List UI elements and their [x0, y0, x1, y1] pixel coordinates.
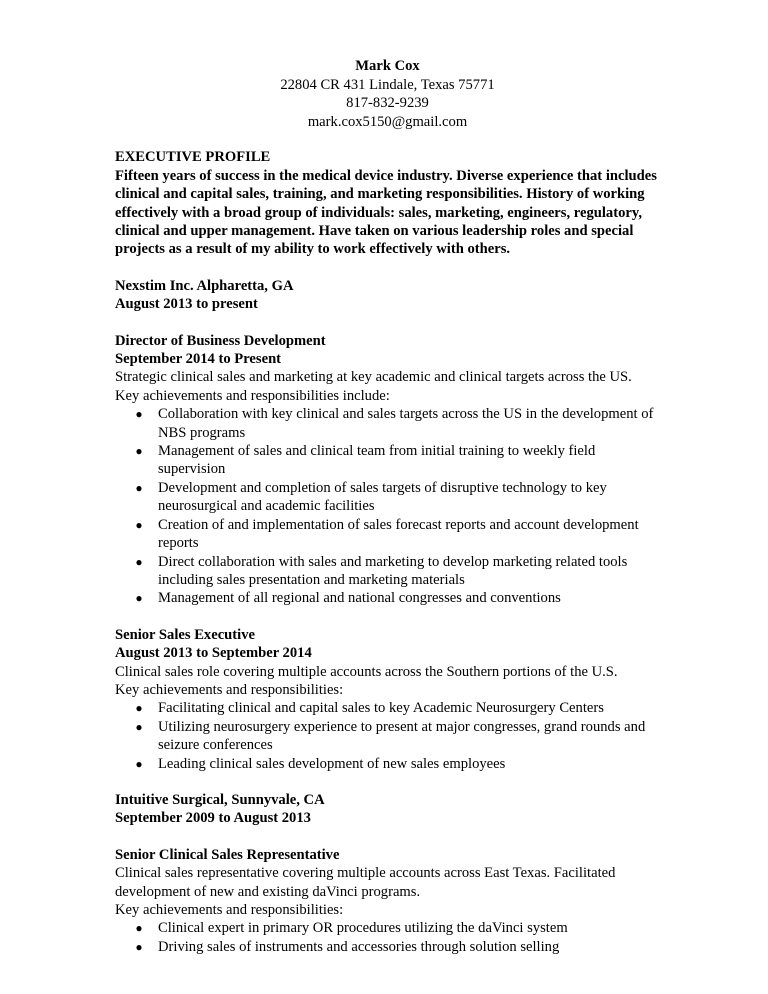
list-item: ● Creation of and implementation of sales forecast reports and account development reports: [135, 516, 639, 552]
role-dates: August 2013 to September 2014: [115, 645, 312, 662]
employer-company: Nexstim Inc. Alpharetta, GA: [115, 277, 294, 294]
role-description: Clinical sales role covering multiple accounts across the Southern portions of the U.S.: [115, 663, 618, 680]
role-senior-clinical-sales-representative: [115, 846, 660, 956]
list-item: ● Direct collaboration with sales and marketing to develop marketing related tools including sales presentation and marketing materials: [135, 553, 628, 588]
bullet-icon: ●: [135, 756, 143, 771]
role-bullet-list: [115, 919, 660, 956]
bullet-icon: ●: [135, 480, 143, 495]
employer-dates: August 2013 to present: [115, 296, 258, 313]
bullet-icon: ●: [135, 939, 143, 954]
list-item: ● Utilizing neurosurgery experience to present at major congresses, grand rounds and seizure conferences: [135, 718, 646, 754]
list-item: ● Management of sales and clinical team from initial training to weekly field supervision: [135, 443, 596, 478]
employer-nexstim: [115, 277, 660, 773]
list-item: ● Clinical expert in primary OR procedures utilizing the daVinci system: [135, 920, 568, 937]
role-bullet-list: [115, 405, 660, 607]
bullet-icon: ●: [135, 719, 143, 734]
resume-page: [115, 57, 660, 956]
profile-heading: EXECUTIVE PROFILE: [115, 149, 271, 166]
employer-intuitive-surgical: [115, 791, 660, 956]
profile-text: Fifteen years of success in the medical device industry. Diverse experience that includes clinical and capital sales, training, and marketing responsibilities. History of working effectively with a broad group of individuals: sales, marketing, engineers, regulatory, clinical and upper management. Have taken on various leadership roles and special projects as a result of my ability to work effectively with others.: [115, 167, 657, 258]
role-intro: Key achievements and responsibilities include:: [115, 387, 390, 404]
role-dates: September 2014 to Present: [115, 351, 282, 368]
role-description: Strategic clinical sales and marketing at key academic and clinical targets across the US.: [115, 369, 632, 386]
candidate-name: Mark Cox: [355, 58, 420, 74]
resume-header: [115, 57, 660, 131]
list-item: ● Facilitating clinical and capital sales to key Academic Neurosurgery Centers: [135, 700, 604, 717]
employer-company: Intuitive Surgical, Sunnyvale, CA: [115, 791, 325, 808]
role-title: Senior Sales Executive: [115, 626, 255, 643]
bullet-icon: ●: [135, 407, 143, 422]
role-bullet-list: [115, 699, 660, 773]
list-item: ● Driving sales of instruments and accessories through solution selling: [135, 938, 560, 955]
bullet-icon: ●: [135, 591, 143, 606]
bullet-icon: ●: [135, 444, 143, 459]
bullet-icon: ●: [135, 517, 143, 532]
list-item: ● Collaboration with key clinical and sales targets across the US in the development of NBS programs: [135, 406, 654, 441]
candidate-address: 22804 CR 431 Lindale, Texas 75771: [280, 76, 495, 93]
role-intro: Key achievements and responsibilities:: [115, 681, 344, 698]
role-description: Clinical sales representative covering multiple accounts across East Texas. Facilitated development of new and existing daVinci programs.: [115, 865, 616, 900]
bullet-icon: ●: [135, 701, 143, 716]
bullet-icon: ●: [135, 554, 143, 569]
role-senior-sales-executive: [115, 626, 660, 773]
role-intro: Key achievements and responsibilities:: [115, 902, 344, 918]
bullet-icon: ●: [135, 921, 143, 936]
role-title: Director of Business Development: [115, 332, 326, 349]
list-item: ● Development and completion of sales targets of disruptive technology to key neurosurgical and academic facilities: [135, 479, 607, 515]
executive-profile-section: [115, 148, 660, 258]
role-title: Senior Clinical Sales Representative: [115, 846, 340, 863]
list-item: ● Leading clinical sales development of new sales employees: [135, 755, 506, 772]
employer-dates: September 2009 to August 2013: [115, 810, 311, 827]
list-item: ● Management of all regional and national congresses and conventions: [135, 590, 561, 607]
candidate-email: mark.cox5150@gmail.com: [307, 113, 468, 130]
candidate-phone: 817-832-9239: [346, 95, 429, 112]
role-director: [115, 332, 660, 608]
